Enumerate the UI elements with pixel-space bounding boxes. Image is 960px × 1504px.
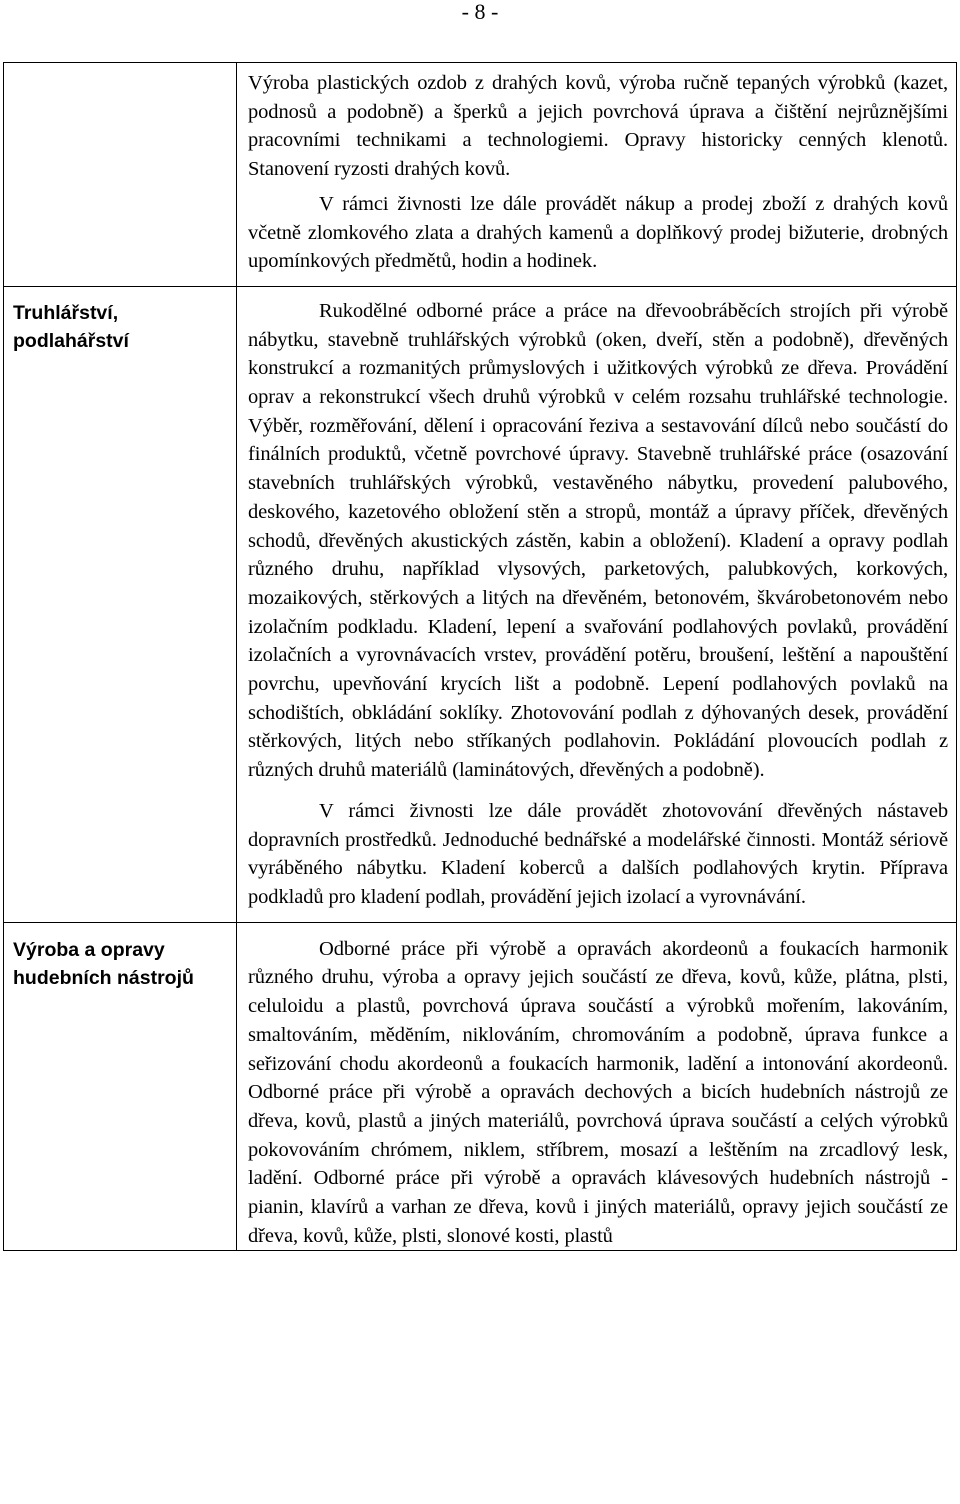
trade-name-cell <box>4 286 237 922</box>
table-row-carpentry <box>4 286 957 922</box>
description-paragraph: Výroba plastických ozdob z drahých kovů, výroba ručně tepaných výrobků (kazet, podnosů a podobně) a šperků a jejich povrchová úprava a čištění nejrůznějšími pracovními technikami a technologiemi. Opravy historicky cenných klenotů. Stanovení ryzosti drahých kovů. <box>248 72 948 181</box>
table-row-jewelry <box>4 63 957 287</box>
trades-table <box>3 62 957 1251</box>
page-number: - 8 - <box>461 0 499 24</box>
trade-name: Truhlářství, podlahářství <box>13 301 129 352</box>
trade-name-cell <box>4 63 237 287</box>
description-paragraph: V rámci živnosti lze dále provádět zhotovování dřevěných nástaveb dopravních prostředků. Jednoduché bednářské a modelářské činnosti. Montáž sériově vyráběného nábytku. Kladení koberců a dalších podlahových krytin. Příprava podkladů pro kladení podlah, provádění jejich izolací a vyrovnávání. <box>248 799 948 908</box>
table-row-music-instruments <box>4 922 957 1251</box>
description-paragraph: Rukodělné odborné práce a práce na dřevoobráběcích strojích při výrobě nábytku, stavebně truhlářských výrobků (oken, dveří, stěn a podobně), dřevěných konstrukcí a rozmanitých průmyslových i užitkových výrobků ze dřeva. Provádění oprav a rekonstrukcí všech druhů výrobků v celém rozsahu truhlářské technologie. Výběr, rozměřování, dělení i opracování řeziva a sestavování dílců nebo součástí do finálních produktů, včetně povrchové úpravy. Stavebně truhlářské práce (osazování stavebních truhlářských výrobků, vestavěného nábytku, provedení palubového, deskového, kazetového obložení stěn a stropů, montáž a úpravy příček, dřevěných schodů, dřevěných akustických zástěn, kabin a obložení). Kladení a opravy podlah různého druhu, například vlysových, parketových, palubkových, korkových, mozaikových, stěrkových a litých na dřevěném, betonovém, škvárobetonovém nebo izolačním podkladu. Kladení, lepení a svařování podlahových povlaků, provádění izolačních a vyrovnávacích vrstev, provádění potěru, broušení, leštění a napouštění povrchu, upevňování krycích lišt a podobně. Lepení podlahových povlaků na schodištích, obkládání soklíky. Zhotovování podlah z dýhovaných desek, provádění stěrkových, litých nebo stříkaných podlahovin. Pokládání plovoucích podlah z různých druhů materiálů (laminátových, dřevěných a podobně). <box>248 299 948 782</box>
description-paragraph: Odborné práce při výrobě a opravách akordeonů a foukacích harmonik různého druhu, výroba a opravy jejich součástí ze dřeva, kovů, kůže, plátna, plsti, celuloidu a plastů, povrchová úprava součástí a výrobků mořením, lakováním, smaltováním, mědĕním, niklováním, chromováním a podobně, úprava funkce a seřizování chodu akordeonů a foukacích harmonik, ladění a intonování akordeonů. Odborné práce při výrobě a opravách dechových a bicích hudebních nástrojů ze dřeva, kovů, plastů a jiných materiálů, povrchová úprava součástí a celých výrobků pokovováním chrómem, niklem, stříbrem, mosazí a leštěním na zrcadlový lesk, ladění. Odborné práce při výrobě a opravách klávesových hudebních nástrojů - pianin, klavírů a varhan ze dřeva, kovů i jiných materiálů, opravy jejich součástí ze dřeva, kovů, kůže, plsti, slonové kosti, plastů <box>248 937 948 1247</box>
trade-description-cell <box>237 922 957 1251</box>
description-paragraph: V rámci živnosti lze dále provádět nákup a prodej zboží z drahých kovů včetně zlomkového zlata a drahých kamenů a doplňkový prodej bižuterie, drobných upomínkových předmětů, hodin a hodinek. <box>248 192 948 273</box>
trade-description-cell <box>237 63 957 287</box>
trade-description-cell <box>237 286 957 922</box>
trade-name-cell <box>4 922 237 1251</box>
trade-name: Výroba a opravy hudebních nástrojů <box>13 938 194 989</box>
